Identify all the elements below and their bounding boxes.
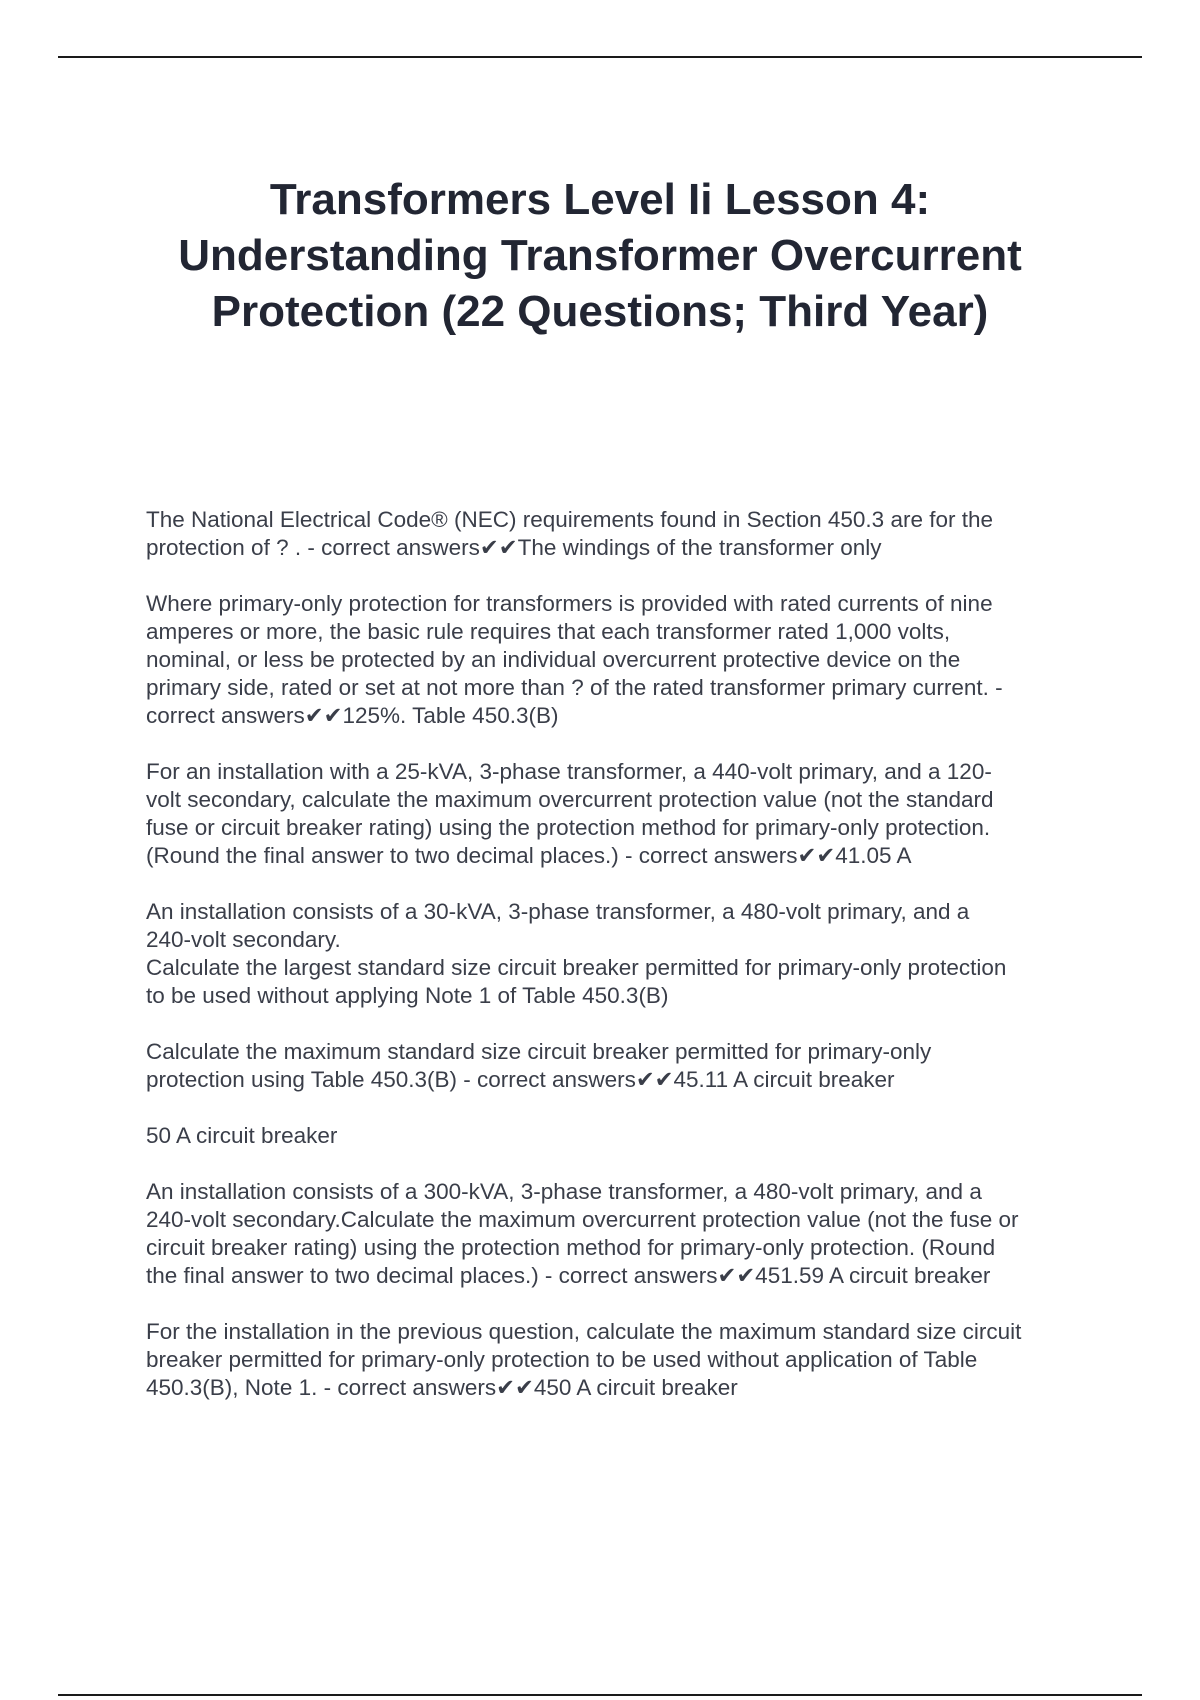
- text-line: Calculate the maximum standard size circuit breaker permitted for primary-only: [146, 1039, 932, 1064]
- text-line: primary side, rated or set at not more than ? of the rated transformer primary current. -: [146, 675, 1003, 700]
- top-divider: [58, 56, 1142, 58]
- text-line: Where primary-only protection for transformers is provided with rated currents of nine: [146, 591, 993, 616]
- text-line: The National Electrical Code® (NEC) requirements found in Section 450.3 are for the: [146, 507, 994, 532]
- question-paragraph: [146, 898, 1090, 1010]
- question-paragraph: [146, 1178, 1090, 1290]
- bottom-divider: [58, 1694, 1142, 1696]
- question-paragraph: [146, 1318, 1090, 1402]
- question-list: [146, 506, 1090, 1430]
- answer-paragraph: [146, 1122, 1090, 1150]
- title-line: Transformers Level Ii Lesson 4:: [269, 175, 931, 224]
- text-line: nominal, or less be protected by an individual overcurrent protective device on the: [146, 647, 961, 672]
- text-line: protection of ? . - correct answers✔✔The windings of the transformer only: [146, 535, 882, 560]
- title-line: Protection (22 Questions; Third Year): [211, 287, 989, 336]
- text-line: correct answers✔✔125%. Table 450.3(B): [146, 703, 559, 728]
- text-line: 50 A circuit breaker: [146, 1123, 338, 1148]
- text-line: circuit breaker rating) using the protection method for primary-only protection. (Round: [146, 1235, 996, 1260]
- text-line: amperes or more, the basic rule requires that each transformer rated 1,000 volts,: [146, 619, 951, 644]
- text-line: For an installation with a 25-kVA, 3-phase transformer, a 440-volt primary, and a 120-: [146, 759, 992, 784]
- text-line: volt secondary, calculate the maximum overcurrent protection value (not the standard: [146, 787, 994, 812]
- text-line: (Round the final answer to two decimal places.) - correct answers✔✔41.05 A: [146, 843, 912, 868]
- text-line: Calculate the largest standard size circuit breaker permitted for primary-only protection: [146, 955, 1007, 980]
- question-paragraph: [146, 758, 1090, 870]
- text-line: An installation consists of a 30-kVA, 3-phase transformer, a 480-volt primary, and a: [146, 899, 970, 924]
- text-line: fuse or circuit breaker rating) using the protection method for primary-only protection.: [146, 815, 991, 840]
- title-line: Understanding Transformer Overcurrent: [178, 231, 1022, 280]
- text-line: breaker permitted for primary-only protection to be used without application of Table: [146, 1347, 978, 1372]
- text-line: 240-volt secondary.: [146, 927, 341, 952]
- text-line: 240-volt secondary.Calculate the maximum overcurrent protection value (not the fuse or: [146, 1207, 1019, 1232]
- text-line: For the installation in the previous question, calculate the maximum standard size circuit: [146, 1319, 1022, 1344]
- text-line: An installation consists of a 300-kVA, 3-phase transformer, a 480-volt primary, and a: [146, 1179, 982, 1204]
- text-line: 450.3(B), Note 1. - correct answers✔✔450 A circuit breaker: [146, 1375, 738, 1400]
- document-title: [110, 172, 1090, 340]
- text-line: protection using Table 450.3(B) - correct answers✔✔45.11 A circuit breaker: [146, 1067, 895, 1092]
- text-line: to be used without applying Note 1 of Table 450.3(B): [146, 983, 669, 1008]
- question-paragraph: [146, 1038, 1090, 1094]
- text-line: the final answer to two decimal places.) - correct answers✔✔451.59 A circuit breaker: [146, 1263, 991, 1288]
- question-paragraph: [146, 506, 1090, 562]
- question-paragraph: [146, 590, 1090, 730]
